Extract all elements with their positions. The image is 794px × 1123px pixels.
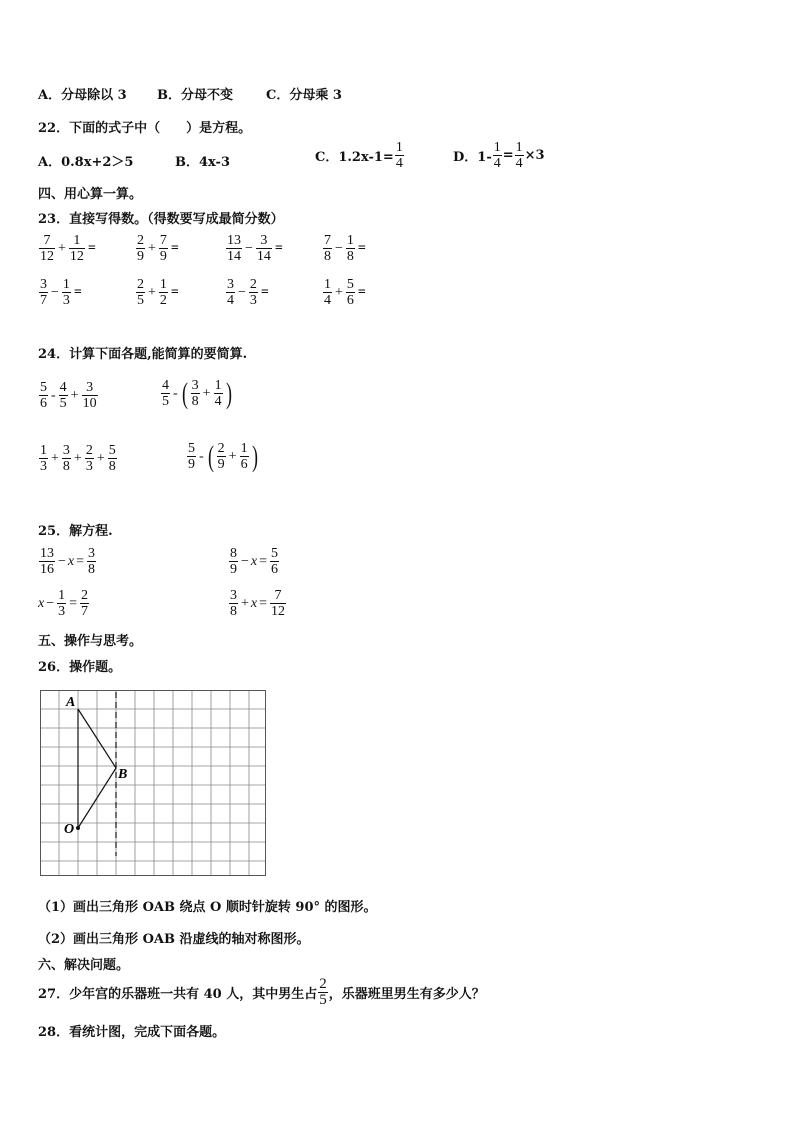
q21-option-a: A．分母除以 3 [38, 88, 127, 103]
operator: - [199, 448, 204, 464]
frac-den: 12 [271, 604, 286, 619]
q21-option-b: B．分母不变 [157, 88, 233, 103]
frac-num: 7 [274, 588, 282, 603]
operator: + [73, 450, 82, 466]
q24-stem: 24．计算下面各题,能简算的要简算. [38, 347, 248, 362]
q22-option-c [315, 140, 405, 171]
q23-stem: 23．直接写得数。（得数要写成最简分数） [38, 212, 284, 227]
q22-d-suffix: ×3 [524, 148, 545, 163]
variable-x: x [250, 595, 258, 611]
frac-num: 1 [240, 441, 248, 456]
operator: + [148, 284, 156, 300]
variable-x: x [250, 553, 258, 569]
operator: − [241, 553, 249, 569]
fraction [256, 233, 272, 264]
fraction [136, 233, 145, 264]
q26-stem: 26．操作题。 [38, 660, 122, 675]
q22-d-text: D．1- [453, 150, 492, 165]
q25-equation-4 [228, 588, 287, 619]
fraction [108, 443, 117, 474]
frac-num: 4 [162, 378, 169, 393]
frac-num: 4 [59, 380, 67, 395]
q23-expression [135, 233, 181, 264]
fraction [85, 443, 94, 474]
fraction [229, 588, 238, 619]
frac-num: 3 [62, 443, 70, 458]
operator: − [46, 595, 55, 611]
frac-num: 2 [137, 277, 144, 292]
fraction [226, 233, 242, 264]
frac-num: 3 [86, 380, 94, 395]
frac-den: 6 [240, 457, 248, 472]
section-5-heading: 五、操作与思考。 [38, 634, 143, 649]
frac-num: 8 [230, 546, 237, 561]
q23-expression [225, 233, 285, 264]
q25-stem: 25．解方程. [38, 524, 113, 539]
q23-expression [322, 277, 368, 308]
variable-x: x [38, 595, 45, 611]
frac-num: 1 [159, 277, 167, 292]
equals-sign: = [73, 284, 82, 300]
q22-stem: 22．下面的式子中（ ）是方程。 [38, 121, 252, 136]
equals-sign: = [259, 553, 268, 569]
label-b: B [118, 767, 128, 782]
frac-num: 5 [188, 441, 195, 456]
operator: + [202, 385, 211, 401]
frac-num: 3 [40, 277, 47, 292]
frac-den: 3 [58, 604, 66, 619]
q23-expression [38, 233, 98, 264]
frac-num: 1 [324, 277, 331, 292]
operator: − [58, 553, 66, 569]
frac-den: 8 [62, 459, 70, 474]
fraction [270, 546, 279, 577]
frac-num: 1 [62, 277, 70, 292]
frac-num: 1 [515, 140, 523, 155]
frac-den: 9 [159, 249, 167, 264]
label-o: O [64, 822, 75, 837]
q25-equation-1 [38, 546, 97, 577]
frac-den: 12 [40, 249, 54, 264]
fraction [62, 443, 71, 474]
section-6-heading: 六、解决问题。 [38, 958, 130, 973]
fraction [161, 378, 170, 409]
frac-num: 2 [85, 443, 93, 458]
equals-sign: = [502, 148, 514, 163]
frac-den: 6 [346, 293, 354, 308]
equals-sign: = [87, 240, 96, 256]
paren: ) [251, 439, 258, 473]
operator: − [245, 240, 253, 256]
frac-den: 5 [137, 293, 144, 308]
equals-sign: = [170, 284, 179, 300]
operator: + [335, 284, 343, 300]
frac-num: 3 [260, 233, 268, 248]
frac-num: 3 [191, 378, 199, 393]
equals-sign: = [170, 240, 179, 256]
operator: + [51, 450, 59, 466]
fraction [159, 277, 168, 308]
fraction [87, 546, 96, 577]
fraction [214, 378, 223, 409]
fraction [82, 380, 98, 411]
variable-x: x [67, 553, 75, 569]
operator: + [96, 450, 105, 466]
frac-num: 13 [40, 546, 54, 561]
fraction [59, 380, 68, 411]
frac-num: 3 [227, 277, 234, 292]
paren: ) [225, 376, 232, 410]
equals-sign: = [357, 240, 366, 256]
frac-den: 4 [227, 293, 234, 308]
q26-part-2: （2）画出三角形 OAB 沿虚线的轴对称图形。 [38, 932, 310, 947]
frac-den: 5 [319, 992, 327, 1008]
fraction [217, 441, 226, 472]
frac-den: 8 [191, 394, 199, 409]
frac-den: 5 [162, 394, 169, 409]
fraction [346, 277, 355, 308]
fraction [229, 546, 238, 577]
fraction [323, 233, 332, 264]
frac-den: 9 [188, 457, 195, 472]
frac-den: 3 [249, 293, 257, 308]
q21-option-c: C．分母乘 3 [266, 88, 342, 103]
frac-den: 4 [515, 156, 523, 171]
q27-question [38, 977, 485, 1008]
equals-sign: = [260, 284, 269, 300]
q28-question: 28．看统计图，完成下面各题。 [38, 1025, 226, 1040]
frac-den: 8 [108, 459, 116, 474]
q24-expression-1 [38, 380, 99, 411]
equals-sign: = [274, 240, 283, 256]
fraction [39, 380, 48, 411]
frac-den: 16 [40, 562, 54, 577]
operator: + [241, 595, 249, 611]
frac-den: 12 [69, 249, 84, 264]
operator: + [58, 240, 66, 256]
frac-num: 2 [217, 441, 225, 456]
q27-text-pre: 27．少年宫的乐器班一共有 40 人，其中男生占 [38, 987, 318, 1002]
fraction [39, 233, 55, 264]
frac-num: 2 [137, 233, 144, 248]
frac-den: 6 [40, 396, 47, 411]
fraction [249, 277, 258, 308]
fraction [226, 277, 235, 308]
fraction [69, 233, 85, 264]
q23-expression [322, 233, 368, 264]
frac-den: 4 [395, 156, 403, 171]
q24-expression-4 [186, 441, 260, 472]
frac-num: 1 [346, 233, 354, 248]
frac-num: 5 [108, 443, 116, 458]
frac-den: 7 [81, 604, 89, 619]
operator: − [238, 284, 246, 300]
frac-den: 8 [346, 249, 354, 264]
q22-option-a: A．0.8x+2＞5 [38, 155, 134, 170]
frac-num: 5 [40, 380, 47, 395]
label-a: A [66, 695, 76, 710]
frac-num: 2 [81, 588, 89, 603]
q26-grid-figure [40, 690, 266, 876]
frac-den: 3 [40, 459, 47, 474]
frac-den: 8 [324, 249, 331, 264]
frac-num: 1 [395, 140, 403, 155]
frac-num: 3 [88, 546, 96, 561]
frac-den: 7 [40, 293, 47, 308]
operator: − [51, 284, 59, 300]
q22-c-text: C．1.2x-1= [315, 150, 394, 165]
fraction [323, 277, 332, 308]
frac-num: 1 [58, 588, 66, 603]
equals-sign: = [357, 284, 366, 300]
operator: - [173, 385, 178, 401]
frac-den: 14 [256, 249, 271, 264]
frac-num: 3 [230, 588, 237, 603]
q25-equation-2 [228, 546, 280, 577]
q23-expression [38, 277, 84, 308]
fraction [191, 378, 200, 409]
equals-sign: = [76, 553, 85, 569]
fraction [346, 233, 355, 264]
frac-den: 10 [82, 396, 97, 411]
frac-den: 9 [217, 457, 225, 472]
q26-part-1: （1）画出三角形 OAB 绕点 O 顺时针旋转 90° 的图形。 [38, 900, 377, 915]
q24-expression-3 [38, 443, 118, 474]
q24-expression-2 [160, 378, 234, 409]
frac-den: 6 [271, 562, 279, 577]
frac-num: 1 [73, 233, 81, 248]
q27-text-post: ，乐器班里男生有多少人？ [328, 987, 485, 1002]
frac-num: 1 [214, 378, 222, 393]
frac-den: 2 [159, 293, 167, 308]
fraction [57, 588, 66, 619]
fraction [39, 546, 55, 577]
q23-expression [225, 277, 271, 308]
operator: + [228, 448, 237, 464]
frac-den: 4 [214, 394, 222, 409]
frac-den: 8 [230, 604, 237, 619]
frac-num: 7 [159, 233, 167, 248]
q23-expression [135, 277, 181, 308]
fraction [187, 441, 196, 472]
section-4-heading: 四、用心算一算。 [38, 187, 143, 202]
point-o [76, 826, 80, 830]
frac-num: 2 [249, 277, 257, 292]
frac-den: 4 [493, 156, 501, 171]
frac-num: 5 [346, 277, 354, 292]
frac-num: 1 [493, 140, 501, 155]
fraction [136, 277, 145, 308]
frac-num: 7 [324, 233, 331, 248]
frac-den: 14 [227, 249, 241, 264]
equals-sign: = [259, 595, 268, 611]
q22-option-b: B．4x-3 [175, 155, 230, 170]
fraction [39, 443, 48, 474]
paren: ( [207, 439, 214, 473]
frac-den: 4 [324, 293, 331, 308]
operator: + [70, 387, 79, 403]
operator: + [148, 240, 156, 256]
operator: − [335, 240, 343, 256]
q25-equation-3 [38, 588, 90, 619]
operator: - [51, 387, 56, 403]
frac-num: 7 [43, 233, 51, 248]
frac-den: 8 [88, 562, 96, 577]
frac-den: 3 [85, 459, 93, 474]
equals-sign: = [69, 595, 78, 611]
frac-den: 9 [137, 249, 144, 264]
frac-num: 2 [319, 976, 327, 992]
frac-num: 1 [40, 443, 47, 458]
frac-num: 13 [227, 233, 241, 248]
fraction [80, 588, 89, 619]
paren: ( [181, 376, 188, 410]
fraction [159, 233, 168, 264]
frac-den: 3 [62, 293, 70, 308]
fraction [240, 441, 249, 472]
fraction [62, 277, 71, 308]
frac-den: 5 [59, 396, 67, 411]
q22-option-d [453, 140, 545, 171]
frac-den: 9 [230, 562, 237, 577]
fraction [270, 588, 286, 619]
frac-num: 5 [271, 546, 279, 561]
fraction [39, 277, 48, 308]
